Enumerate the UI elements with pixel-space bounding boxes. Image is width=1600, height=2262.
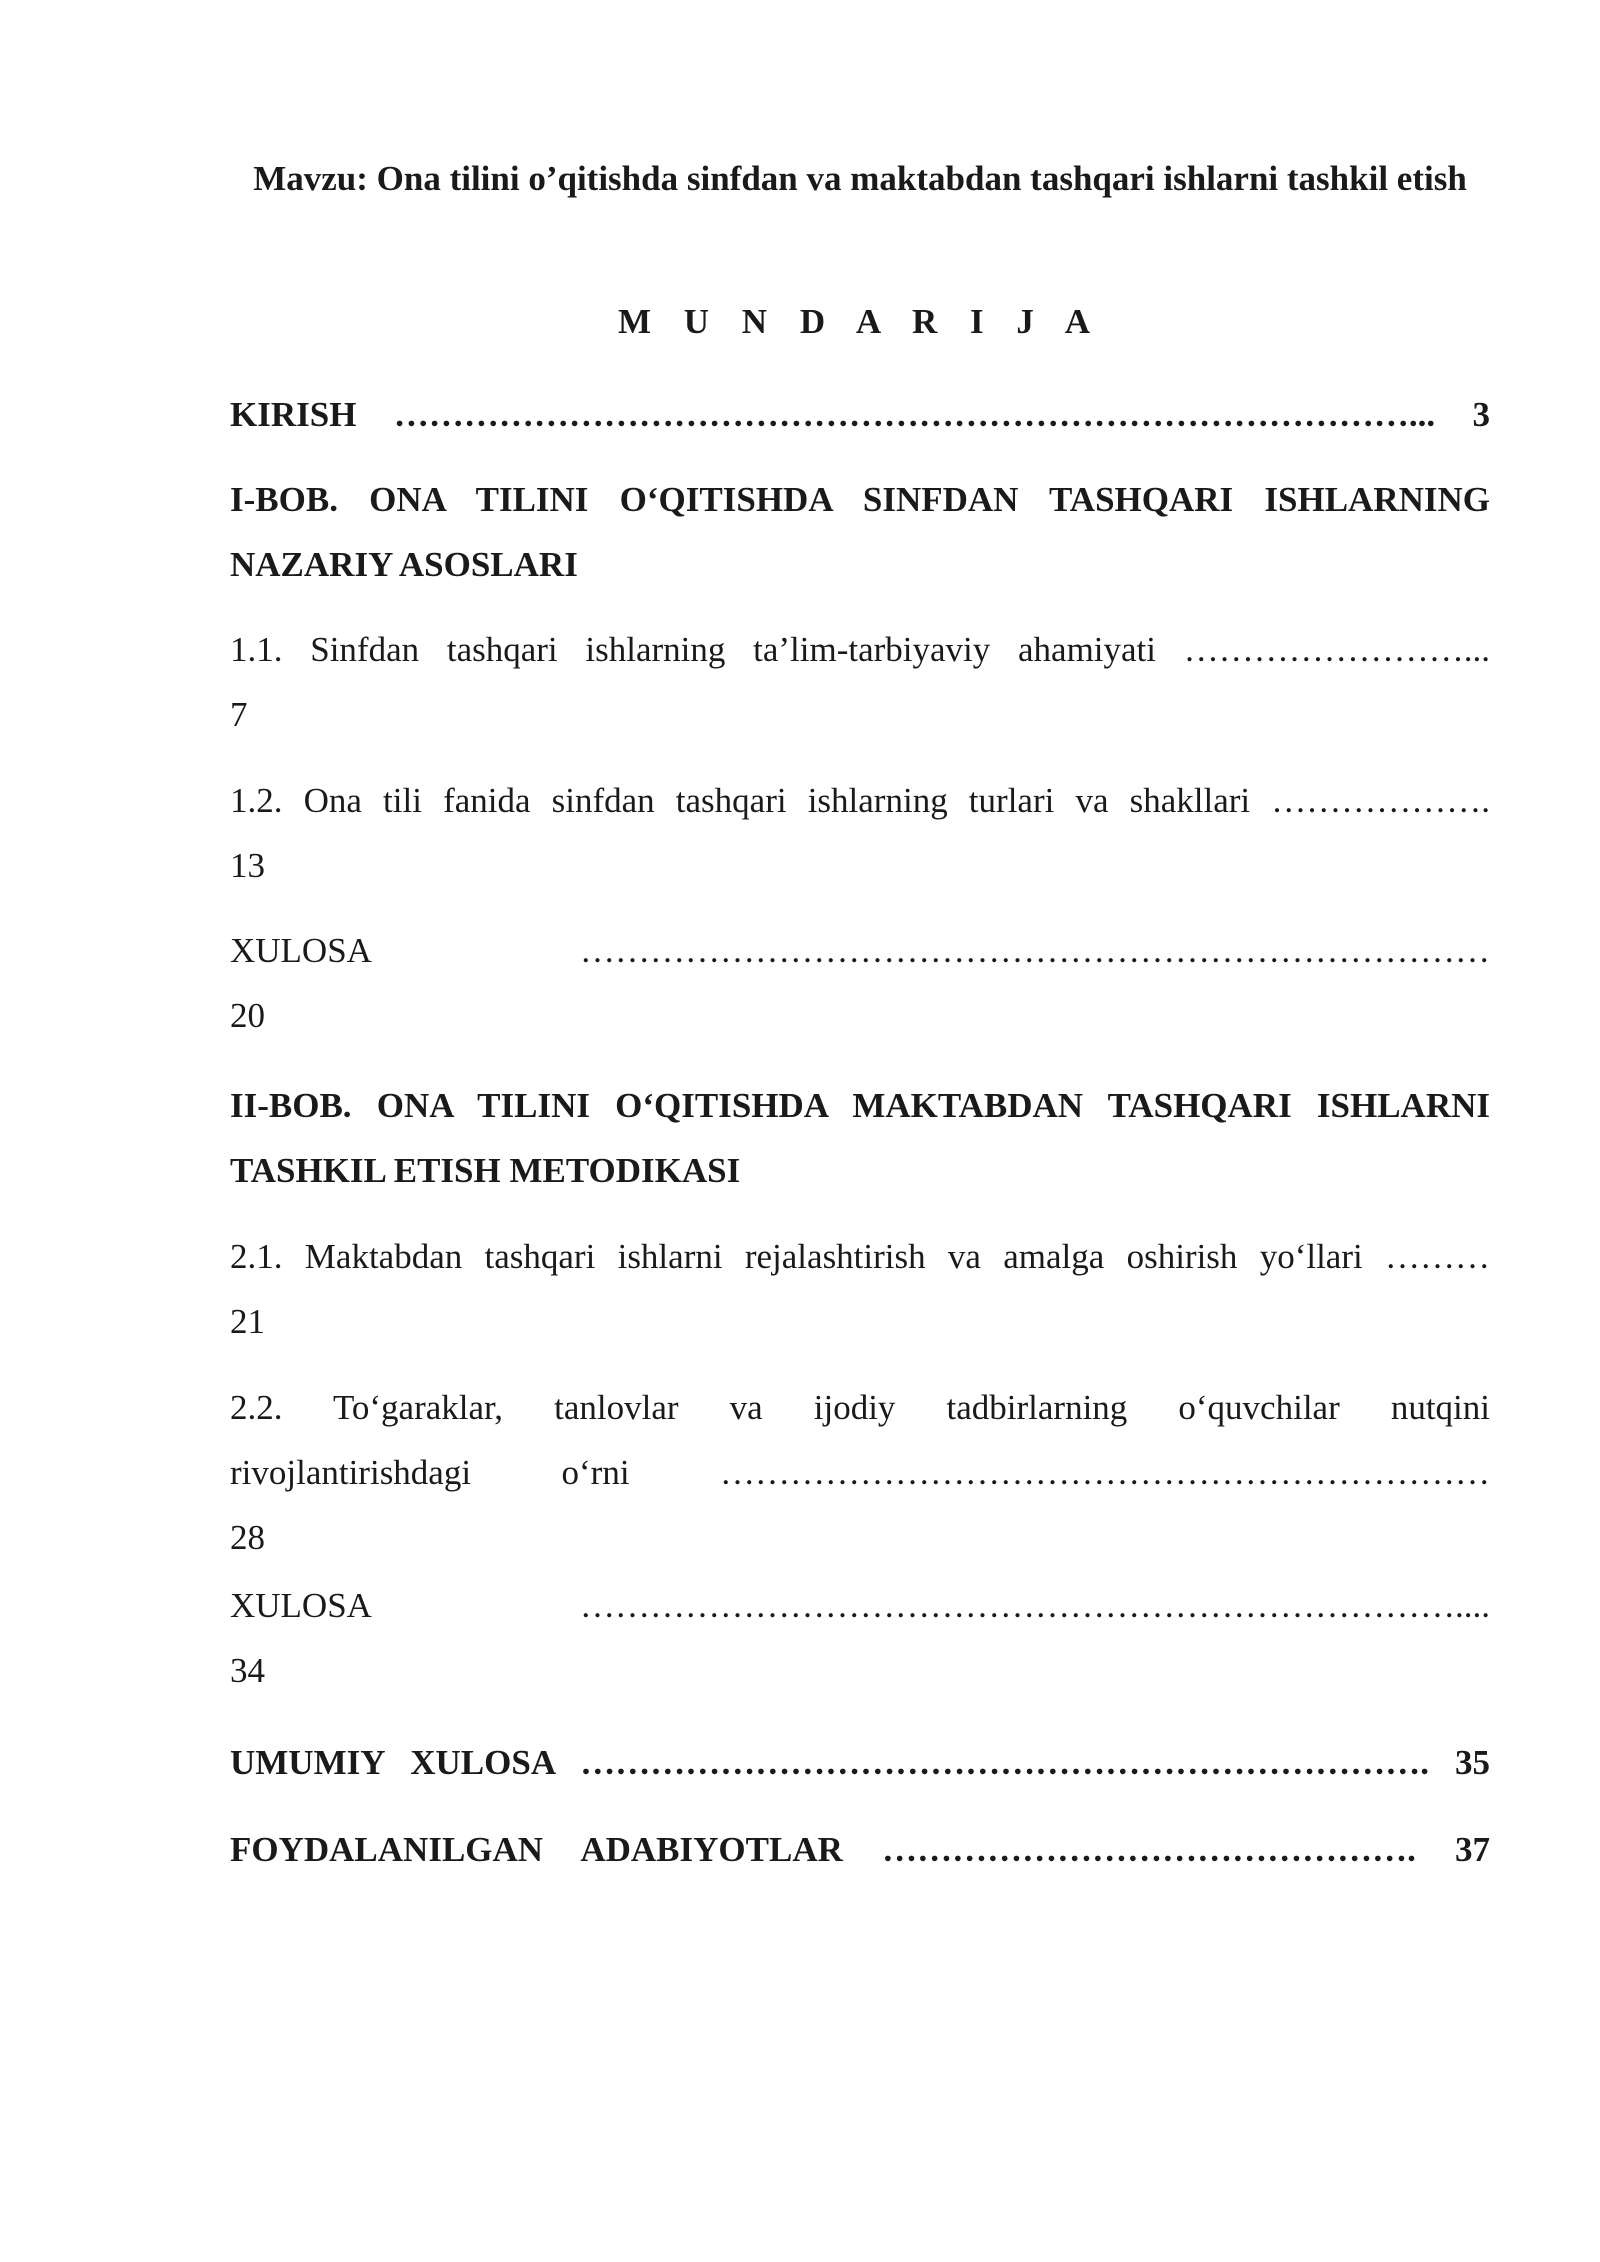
toc-leader: ……………………………………………………………………………... bbox=[393, 395, 1436, 434]
chapter-title-line-2: NAZARIY ASOSLARI bbox=[230, 545, 578, 584]
toc-page-number: 3 bbox=[1472, 395, 1490, 434]
toc-leader: ………………………………………………………………….... bbox=[580, 1586, 1490, 1625]
toc-entry-xulosa-1[interactable] bbox=[230, 918, 1490, 1048]
toc-entry-chapter-2[interactable] bbox=[230, 1073, 1490, 1203]
toc-entry-umumiy-xulosa[interactable] bbox=[230, 1730, 1490, 1795]
toc-page-number: 35 bbox=[1455, 1743, 1490, 1782]
toc-label: FOYDALANILGAN ADABIYOTLAR bbox=[230, 1830, 843, 1869]
toc-leader: ………………. bbox=[1271, 781, 1490, 820]
toc-entry-1-2[interactable] bbox=[230, 768, 1490, 898]
toc-label: 1.2. Ona tili fanida sinfdan tashqari ishlarning turlari va shakllari bbox=[230, 781, 1251, 820]
toc-leader: ………………………………………. bbox=[882, 1830, 1416, 1869]
toc-page-number: 21 bbox=[230, 1302, 265, 1341]
toc-entry-1-1[interactable] bbox=[230, 617, 1490, 747]
toc-page-number: 13 bbox=[230, 846, 265, 885]
chapter-title-line-2: TASHKIL ETISH METODIKASI bbox=[230, 1151, 741, 1190]
toc-label: 1.1. Sinfdan tashqari ishlarning ta’lim-tarbiyaviy ahamiyati bbox=[230, 630, 1157, 669]
chapter-title-line-1: II-BOB. ONA TILINI O‘QITISHDA MAKTABDAN TASHQARI ISHLARNI bbox=[230, 1086, 1490, 1125]
toc-page-number: 37 bbox=[1455, 1830, 1490, 1869]
toc-label: 2.1. Maktabdan tashqari ishlarni rejalashtirish va amalga oshirish yo‘llari bbox=[230, 1237, 1363, 1276]
toc-leader: ………………………………………………………… bbox=[720, 1453, 1490, 1492]
toc-page-number: 7 bbox=[230, 695, 248, 734]
toc-entry-xulosa-2[interactable] bbox=[230, 1573, 1490, 1703]
toc-heading: M U N D A R I J A bbox=[617, 302, 1103, 341]
toc-leader: ……… bbox=[1385, 1237, 1490, 1276]
toc-leader: ………………………………………………………………. bbox=[580, 1743, 1429, 1782]
toc-label-line-2: rivojlantirishdagi o‘rni bbox=[230, 1453, 630, 1492]
toc-entry-adabiyotlar[interactable] bbox=[230, 1817, 1490, 1882]
toc-label: XULOSA bbox=[230, 931, 371, 970]
toc-leader: ……………………... bbox=[1183, 630, 1490, 669]
toc-label: KIRISH bbox=[230, 395, 357, 434]
toc-page-number: 20 bbox=[230, 996, 265, 1035]
toc-entry-2-2[interactable] bbox=[230, 1375, 1490, 1570]
toc-label: XULOSA bbox=[230, 1586, 371, 1625]
toc-entry-2-1[interactable] bbox=[230, 1224, 1490, 1354]
toc-label-line-1: 2.2. To‘garaklar, tanlovlar va ijodiy tadbirlarning o‘quvchilar nutqini bbox=[230, 1388, 1490, 1427]
toc-entry-kirish[interactable] bbox=[230, 382, 1490, 447]
toc-leader: …………………………………………………………………… bbox=[580, 931, 1490, 970]
toc-page-number: 34 bbox=[230, 1651, 265, 1690]
toc-label: UMUMIY XULOSA bbox=[230, 1743, 555, 1782]
document-title: Mavzu: Ona tilini o’qitishda sinfdan va maktabdan tashqari ishlarni tashkil etish bbox=[253, 159, 1467, 198]
chapter-title-line-1: I-BOB. ONA TILINI O‘QITISHDA SINFDAN TASHQARI ISHLARNING bbox=[230, 480, 1490, 519]
toc-entry-chapter-1[interactable] bbox=[230, 467, 1490, 597]
toc-page-number: 28 bbox=[230, 1518, 265, 1557]
